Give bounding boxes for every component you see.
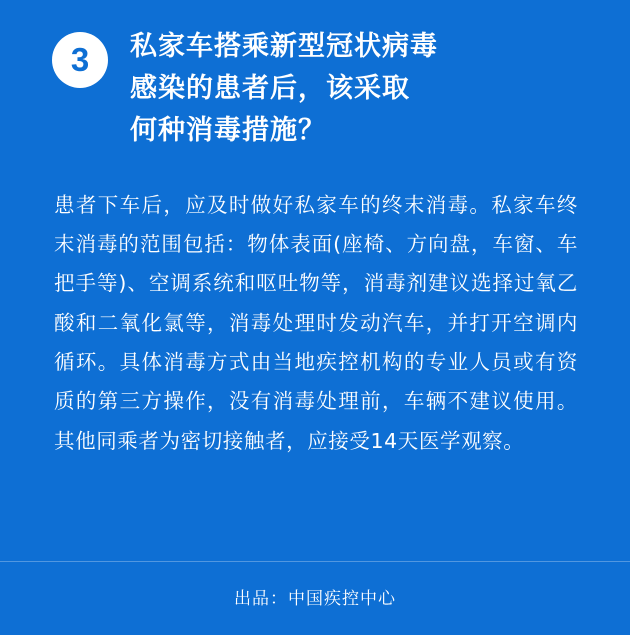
title-line-1: 私家车搭乘新型冠状病毒 [130,31,438,62]
answer-body-text: 患者下车后，应及时做好私家车的终末消毒。私家车终末消毒的范围包括：物体表面(座椅、方向盘，车窗、车把手等)、空调系统和呕吐物等，消毒剂建议选择过氧乙酸和二氧化氯等，消毒处理时发动汽车，并打开空调内循环。具体消毒方式由当地疾控机构的专业人员或有资质的第三方操作，没有消毒处理前，车辆不建议使用。其他同乘者为密切接触者，应接受14天医学观察。 [54,192,578,453]
card-header [0,0,630,152]
question-number-badge: 3 [52,32,108,88]
title-line-3: 何种消毒措施？ [130,114,326,146]
content-spacer [0,461,630,561]
title-line-2: 感染的患者后，该采取 [130,72,410,104]
card-footer [0,561,630,635]
footer-source-label: 出品：中国疾控中心 [234,589,396,609]
page-title [130,26,438,152]
